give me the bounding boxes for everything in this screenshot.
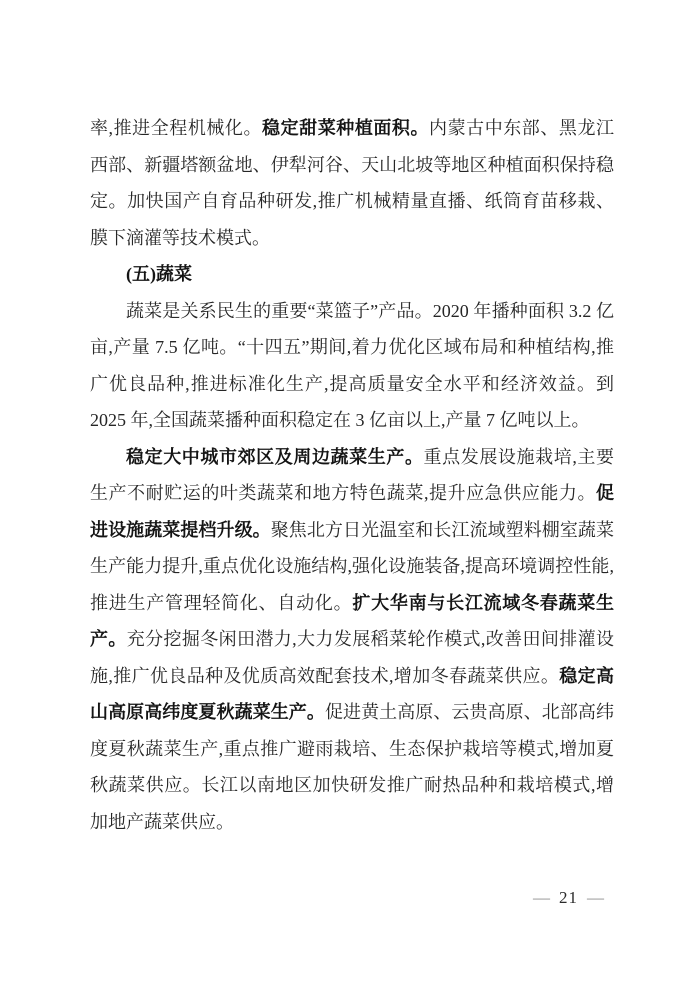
- text-segment: 聚焦北方日光温室和长江流域塑料棚室蔬菜生产能力提升,重点优化设施结构,强化设施装备,提高环境调控性能,推进生产管理轻简化、自动化。: [90, 519, 615, 613]
- paragraph-sugar-beet: [90, 110, 614, 256]
- document-body-text: [90, 110, 614, 840]
- section-heading-vegetables: (五)蔬菜: [126, 264, 192, 284]
- text-segment: 内蒙古中东部、黑龙江西部、新疆塔额盆地、伊犁河谷、天山北坡等地区种植面积保持稳定。加快国产自育品种研发,推广机械精量直播、纸筒育苗移栽、膜下滴灌等技术模式。: [90, 118, 615, 248]
- text-segment-bold: 扩大华南与长江流域冬春蔬菜生产。: [90, 592, 615, 649]
- text-segment: 促进黄土高原、云贵高原、北部高纬度夏秋蔬菜生产,重点推广避雨栽培、生态保护栽培等模式,增加夏秋蔬菜供应。长江以南地区加快研发推广耐热品种和栽培模式,增加地产蔬菜供应。: [90, 702, 615, 832]
- text-segment: 重点发展设施栽培,主要生产不耐贮运的叶类蔬菜和地方特色蔬菜,提升应急供应能力。: [90, 446, 615, 503]
- text-segment: 率,推进全程机械化。: [90, 118, 263, 138]
- text-segment-bold: 稳定甜菜种植面积。: [262, 118, 430, 138]
- footer-dash-left: —: [533, 888, 550, 907]
- page-number: 21: [559, 888, 578, 907]
- text-segment-bold: 稳定大中城市郊区及周边蔬菜生产。: [126, 446, 424, 467]
- paragraph-vegetables-overview: [90, 293, 614, 439]
- text-segment: 蔬菜是关系民生的重要“菜篮子”产品。2020 年播种面积 3.2 亿亩,产量 7.5 亿吨。“十四五”期间,着力优化区域布局和种植结构,推广优良品种,推进标准化生产,提高质量安全水平和经济效益。到 2025 年,全国蔬菜播种面积稳定在 3 亿亩以上,产量 7 亿吨以上。: [90, 300, 614, 430]
- footer-dash-right: —: [587, 888, 604, 907]
- text-segment-bold: 促进设施蔬菜提档升级。: [90, 483, 614, 540]
- text-segment-bold: 稳定高山高原高纬度夏秋蔬菜生产。: [90, 665, 615, 722]
- text-segment: 充分挖掘冬闲田潜力,大力发展稻菜轮作模式,改善田间排灌设施,推广优良品种及优质高效配套技术,增加冬春蔬菜供应。: [90, 629, 615, 686]
- paragraph-vegetables-measures: [90, 439, 614, 841]
- page-footer: [533, 886, 604, 910]
